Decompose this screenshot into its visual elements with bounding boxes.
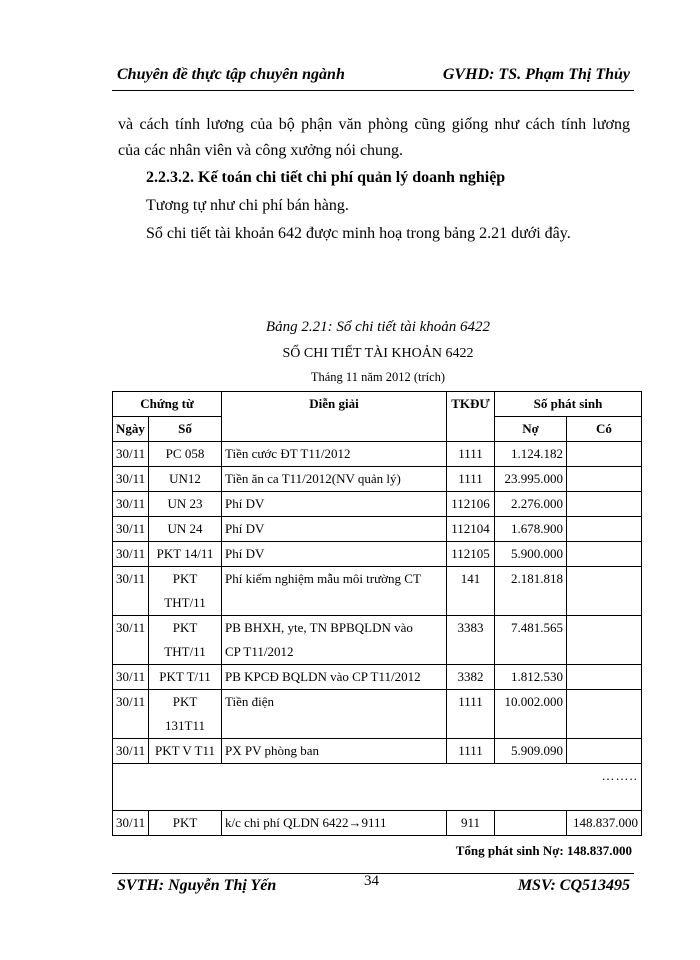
ellipsis-row: [113, 764, 642, 811]
table-row: [113, 616, 642, 665]
footer-student: SVTH: Nguyễn Thị Yến: [117, 877, 277, 894]
paragraph-table-intro: Sổ chi tiết tài khoản 642 được minh hoạ trong bảng 2.21 dưới đây.: [146, 225, 571, 242]
table-row: [113, 739, 642, 764]
header-rule: [112, 90, 634, 91]
header-supervisor: GVHD: TS. Phạm Thị Thủy: [442, 66, 630, 83]
cell-desc: Tiền điện: [222, 690, 447, 739]
cell-credit: [567, 517, 642, 542]
ledger-body: [113, 442, 642, 836]
cell-credit: [567, 492, 642, 517]
cell-account: 112104: [447, 517, 495, 542]
table-period: Tháng 11 năm 2012 (trích): [310, 370, 446, 384]
cell-number: PKT 131T11: [149, 690, 222, 739]
cell-credit: [567, 542, 642, 567]
cell-number: UN12: [149, 467, 222, 492]
cell-desc: k/c chi phí QLDN 6422→9111: [222, 811, 447, 836]
footer-student-id: MSV: CQ513495: [517, 877, 630, 894]
cell-desc: Phí DV: [222, 517, 447, 542]
cell-debit: 7.481.565: [495, 616, 567, 665]
table-row: [113, 542, 642, 567]
cell-date: 30/11: [113, 616, 149, 665]
cell-date: 30/11: [113, 492, 149, 517]
cell-date: 30/11: [113, 739, 149, 764]
cell-account: 3382: [447, 665, 495, 690]
cell-credit: [567, 616, 642, 665]
cell-debit: 5.909.090: [495, 739, 567, 764]
cell-date: 30/11: [113, 665, 149, 690]
cell-debit: 23.995.000: [495, 467, 567, 492]
cell-desc: Tiền ăn ca T11/2012(NV quản lý): [222, 467, 447, 492]
cell-number: UN 24: [149, 517, 222, 542]
cell-account: 1111: [447, 739, 495, 764]
cell-account: 911: [447, 811, 495, 836]
cell-credit: [567, 665, 642, 690]
cell-number: PKT 14/11: [149, 542, 222, 567]
cell-credit: [567, 690, 642, 739]
table-row: [113, 467, 642, 492]
header-contra-account: TKĐƯ: [447, 392, 495, 442]
header-course-title: Chuyên đề thực tập chuyên ngành: [117, 66, 345, 83]
cell-account: 3383: [447, 616, 495, 665]
cell-debit: 1.812.530: [495, 665, 567, 690]
cell-desc: Phí kiểm nghiệm mẫu môi trường CT: [222, 567, 447, 616]
cell-account: 1111: [447, 442, 495, 467]
cell-number: PKT THT/11: [149, 567, 222, 616]
cell-debit: 2.276.000: [495, 492, 567, 517]
cell-debit: 10.002.000: [495, 690, 567, 739]
header-description: Diễn giải: [222, 392, 447, 442]
table-row: [113, 665, 642, 690]
cell-credit: [567, 567, 642, 616]
page-number: 34: [364, 873, 379, 889]
header-amount: Số phát sinh: [495, 392, 642, 417]
cell-number: PKT V T11: [149, 739, 222, 764]
cell-credit: [567, 467, 642, 492]
section-heading: 2.2.3.2. Kế toán chi tiết chi phí quản lý doanh nghiệp: [146, 169, 506, 186]
header-date: Ngày: [113, 417, 149, 442]
cell-debit: 2.181.818: [495, 567, 567, 616]
paragraph-line-1: và cách tính lương của bộ phận văn phòng cũng giống như cách tính lương: [118, 116, 630, 133]
cell-date: 30/11: [113, 811, 149, 836]
table-row: [113, 442, 642, 467]
cell-desc: PB BHXH, yte, TN BPBQLDN vào CP T11/2012: [222, 616, 447, 665]
cell-debit: 5.900.000: [495, 542, 567, 567]
table-subtitle: SỔ CHI TIẾT TÀI KHOẢN 6422: [282, 346, 474, 361]
paragraph-similar: Tương tự như chi phí bán hàng.: [146, 197, 349, 214]
cell-desc: PX PV phòng ban: [222, 739, 447, 764]
cell-number: PC 058: [149, 442, 222, 467]
header-debit: Nợ: [495, 417, 567, 442]
cell-date: 30/11: [113, 517, 149, 542]
cell-desc: Phí DV: [222, 492, 447, 517]
page-header: [112, 66, 634, 88]
cell-credit: [567, 442, 642, 467]
table-row: [113, 517, 642, 542]
cell-desc: Tiền cước ĐT T11/2012: [222, 442, 447, 467]
cell-account: 1111: [447, 467, 495, 492]
closing-row: [113, 811, 642, 836]
cell-debit: [495, 811, 567, 836]
cell-credit: 148.837.000: [567, 811, 642, 836]
header-credit: Có: [567, 417, 642, 442]
cell-account: 1111: [447, 690, 495, 739]
ellipsis-cell: ……..: [113, 764, 642, 811]
cell-desc: Phí DV: [222, 542, 447, 567]
table-row: [113, 690, 642, 739]
cell-number: PKT THT/11: [149, 616, 222, 665]
table-row: [113, 492, 642, 517]
cell-date: 30/11: [113, 542, 149, 567]
cell-account: 112106: [447, 492, 495, 517]
cell-account: 112105: [447, 542, 495, 567]
paragraph-line-2: của các nhân viên và công xưởng nói chung.: [118, 142, 404, 159]
table-row: [113, 567, 642, 616]
cell-credit: [567, 739, 642, 764]
cell-debit: 1.678.900: [495, 517, 567, 542]
cell-number: UN 23: [149, 492, 222, 517]
cell-number: PKT: [149, 811, 222, 836]
total-debit: Tổng phát sinh Nợ: 148.837.000: [455, 843, 632, 858]
cell-account: 141: [447, 567, 495, 616]
header-number: Số: [149, 417, 222, 442]
header-voucher: Chứng từ: [113, 392, 222, 417]
cell-number: PKT T/11: [149, 665, 222, 690]
cell-date: 30/11: [113, 442, 149, 467]
cell-debit: 1.124.182: [495, 442, 567, 467]
cell-desc: PB KPCĐ BQLDN vào CP T11/2012: [222, 665, 447, 690]
table-title: Bảng 2.21: Sổ chi tiết tài khoản 6422: [265, 319, 491, 335]
ledger-table: [112, 391, 642, 836]
page-footer: [112, 873, 634, 899]
cell-date: 30/11: [113, 567, 149, 616]
cell-date: 30/11: [113, 690, 149, 739]
cell-date: 30/11: [113, 467, 149, 492]
